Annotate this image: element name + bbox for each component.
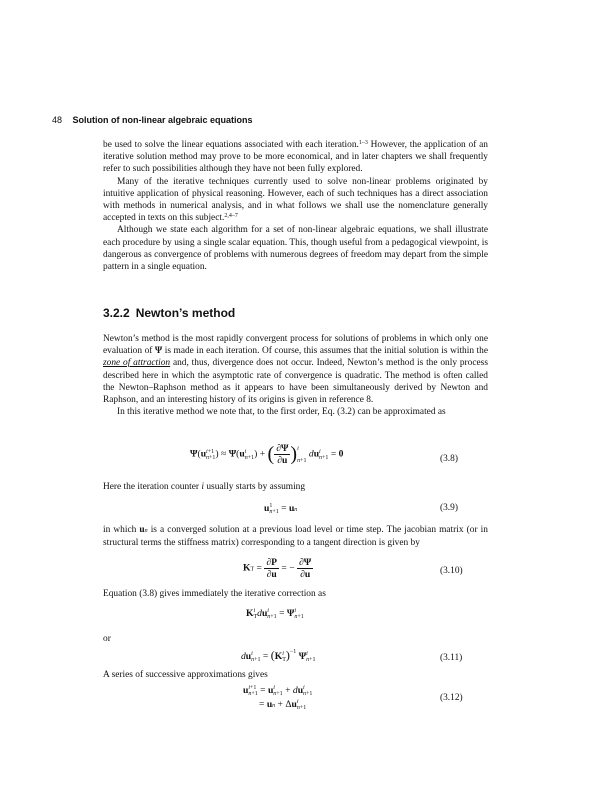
intro-paragraph-2: Many of the iterative techniques currently used to solve non-linear problems originated by intuitive application of physical reasoning. However, each of such techniques has a direct association with methods in numerical analysis, and in what follows we shall use the nomenclature generally accepted in texts on this subject.$^{2,4-7}$ <box>103 176 488 224</box>
equation-3-11: du i n+1 = (K i T )$^{-1}$ Ψ i n+1 <box>241 648 316 663</box>
equation-3-9: u 1 n+1 = un <box>264 503 298 515</box>
equation-number-3-10: (3.10) <box>440 566 463 576</box>
text-after-3-11: A series of successive approximations gives <box>103 670 268 680</box>
equation-iterative-correction: K i T du i n+1 = Ψ i n+1 <box>246 608 304 620</box>
text-after-3-8: Here the iteration counter i usually starts by assuming <box>103 482 306 492</box>
equation-3-10: KT = $\frac{\partial P}{\partial u}$ = − $\frac{\partial\Psi}{\partial u}$ <box>243 557 312 580</box>
equation-number-3-12: (3.12) <box>440 693 463 703</box>
equation-number-3-11: (3.11) <box>440 653 463 663</box>
section-heading <box>103 306 235 320</box>
section-number: 3.2.2 <box>103 306 130 320</box>
equation-number-3-9: (3.9) <box>440 503 458 513</box>
section-title: Newton’s method <box>135 306 236 320</box>
running-title: Solution of non-linear algebraic equations <box>72 115 253 125</box>
newton-text <box>103 333 488 418</box>
newton-paragraph-1: Newton’s method is the most rapidly convergent process for solutions of problems in which only one evaluation of Ψ is made in each iteration. Of course, this assumes that the initial solution is within the zone of attraction and, thus, divergence does not occur. Indeed, Newton’s method is the only process described here in which the asymptotic rate of convergence is quadratic. The method is often called the Newton–Raphson method as it appears to have been simultaneously derived by Newton and Raphson, and an interesting history of its origins is given in reference 8. <box>103 334 489 406</box>
citation-1-3: 1–3 <box>358 140 368 146</box>
text-or: or <box>103 634 111 644</box>
equation-number-3-8: (3.8) <box>440 454 458 464</box>
running-head <box>52 115 253 125</box>
page-number: 48 <box>52 115 63 125</box>
citation-2-4-7: 2,4–7 <box>224 213 238 220</box>
text-after-3-9: in which un is a converged solution at a previous load level or time step. The jacobian matrix (or in structural terms the stiffness matrix) corresponding to a tangent direction is given by <box>103 525 488 549</box>
intro-text <box>103 139 488 273</box>
equation-3-8: Ψ(u i+1 n+1 ) ≈ Ψ(u i n+1 ) + ( $\frac{\partial\Psi}{\partial u}$ ) i n+1 du i n+1 = 0 <box>190 443 344 466</box>
equation-3-12: u i+1 n+1 = u i n+1 + du i n+1 = un + Δu i n+1 <box>243 684 313 711</box>
newton-paragraph-2: In this iterative method we note that, to the first order, Eq. (3.2) can be approximated as <box>117 407 446 418</box>
intro-paragraph-3: Although we state each algorithm for a set of non-linear algebraic equations, we shall illustrate each procedure by using a single scalar equation. This, though useful from a pedagogical viewpoint, is dangerous as convergence of problems with numerous degrees of freedom may depart from the simple pattern in a single equation. <box>103 225 488 273</box>
text-after-3-10: Equation (3.8) gives immediately the iterative correction as <box>103 589 326 599</box>
intro-paragraph-1: be used to solve the linear equations associated with each iteration.$^{1-3}$ However, the application of an iterative solution method may prove to be more economical, and in later chapters we shall frequently refer to such possibilities although they have not been fully explored. <box>103 140 488 175</box>
